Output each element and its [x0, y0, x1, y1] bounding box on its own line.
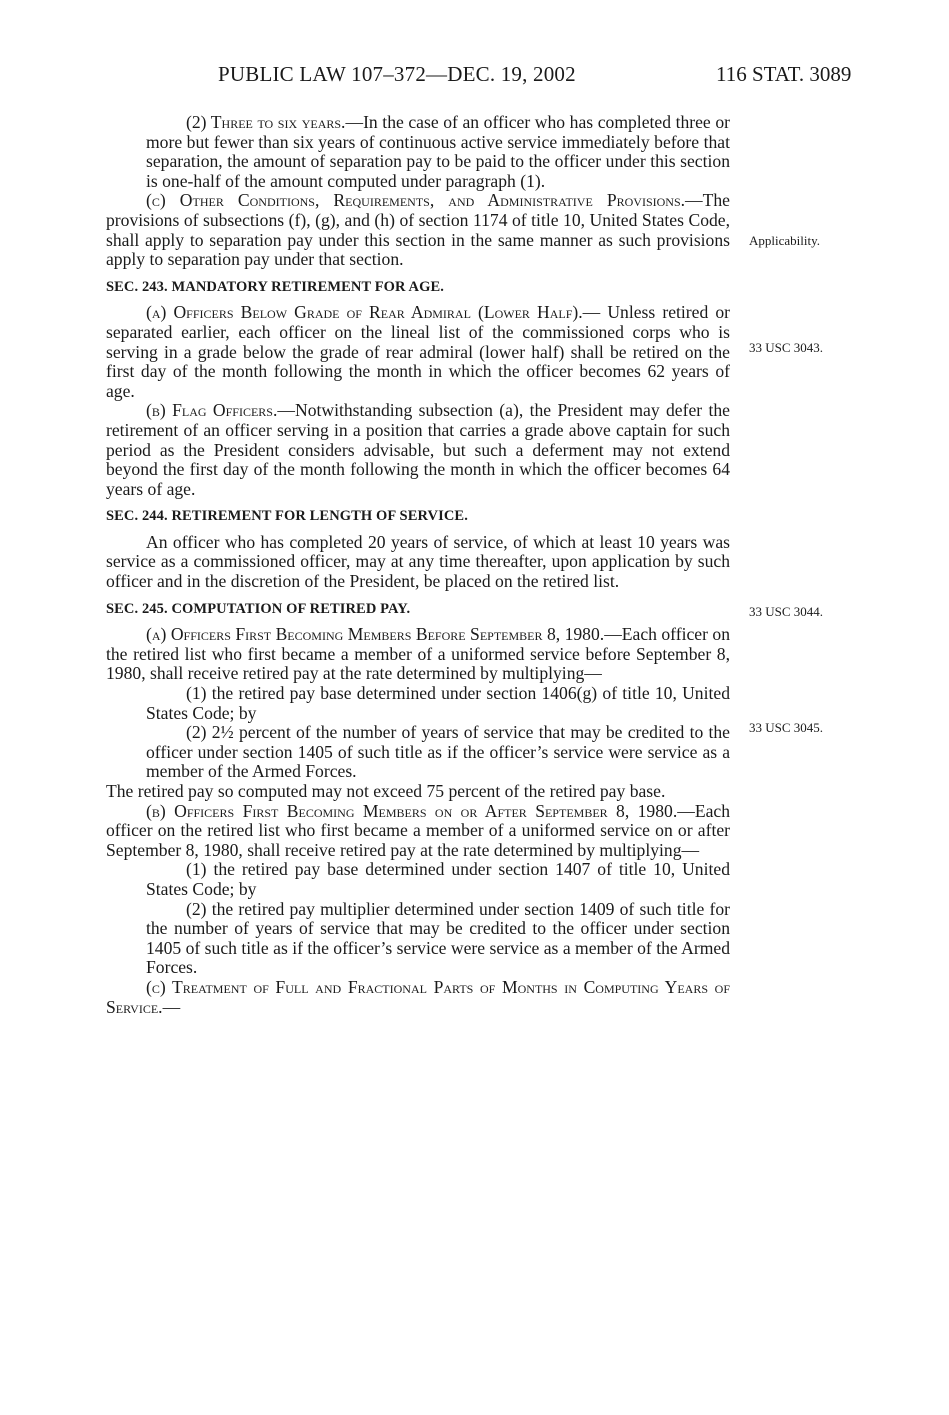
section-243-a-heading: (a) Officers Below Grade of Rear Admiral (Lower Half). [146, 302, 583, 323]
section-245-b-paragraph-2: (2) the retired pay multiplier determined under section 1409 of such title for the number of years of service that may be credited to the officer under section 1405 of such title as if the officer’s service were service as a member of the Armed Forces. [146, 898, 730, 978]
section-243-heading: SEC. 243. MANDATORY RETIREMENT FOR AGE. [106, 278, 445, 295]
subsection-c-body: —The provisions of subsections (f), (g), and (h) of section 1174 of title 10, United States Code, shall apply to separation pay under this section in the same manner as such provisions apply to separation pay under that section. [106, 190, 730, 270]
section-245-subsection-c [106, 978, 730, 1017]
section-245-subsection-a [106, 625, 730, 684]
section-245-b-heading: (b) Officers First Becoming Members on or After September 8, 1980. [146, 800, 678, 821]
section-245-a-paragraph-1: (1) the retired pay base determined under section 1406(g) of title 10, United States Code; by [146, 683, 730, 723]
section-244-body: An officer who has completed 20 years of service, of which at least 10 years was service as a commissioned officer, may at any time thereafter, upon application by such officer and in the discretion of the President, be placed on the retired list. [106, 531, 730, 592]
margin-note-33-usc-3045: 33 USC 3045. [749, 720, 824, 735]
section-245-b-body: —Each officer on the retired list who first became a member of a uniformed service on or after September 8, 1980, shall receive retired pay at the rate determined by multiplying— [106, 800, 730, 860]
section-245-subsection-b [106, 802, 730, 861]
statute-body [106, 113, 730, 1017]
section-245-heading: SEC. 245. COMPUTATION OF RETIRED PAY. [106, 600, 411, 617]
section-245-a-paragraph-2: (2) 2½ percent of the number of years of service that may be credited to the officer under section 1405 of such title as if the officer’s service were service as a member of the Armed Forces. [146, 722, 730, 782]
margin-note-applicability: Applicability. [749, 233, 821, 248]
paragraph-b2-heading: (2) Three to six years. [186, 112, 346, 132]
section-243-b-heading: (b) Flag Officers. [146, 400, 278, 421]
section-245-a-heading: (a) Officers First Becoming Members Before September 8, 1980. [146, 624, 605, 645]
section-243-subsection-a [106, 303, 730, 401]
margin-note-33-usc-3044: 33 USC 3044. [749, 604, 824, 619]
section-243-subsection-b [106, 401, 730, 499]
margin-note-33-usc-3043: 33 USC 3043. [749, 340, 824, 355]
section-245-c-body: — [162, 996, 181, 1017]
section-243-a-body: — Unless retired or separated earlier, each officer on the lineal list of the commissioned corps who is serving in a grade below the grade of rear admiral (lower half) shall be retired on the first day of the month following the month in which the officer becomes 62 years of age. [106, 302, 730, 401]
section-245-a-tail: The retired pay so computed may not exceed 75 percent of the retired pay base. [106, 781, 666, 801]
section-245-b-paragraph-1: (1) the retired pay base determined under section 1407 of title 10, United States Code; by [146, 859, 730, 899]
paragraph-b2-body: —In the case of an officer who has completed three or more but fewer than six years of continuous active service immediately before that separation, the amount of separation pay to be paid to the officer under this section is one-half of the amount computed under paragraph (1). [146, 112, 730, 191]
subsection-c [106, 191, 730, 269]
paragraph-b2 [146, 113, 730, 191]
section-244-heading: SEC. 244. RETIREMENT FOR LENGTH OF SERVICE. [106, 508, 468, 525]
section-245-a-body: —Each officer on the retired list who first became a member of a uniformed service before September 8, 1980, shall receive retired pay at the rate determined by multiplying— [106, 624, 730, 684]
section-245-c-heading: (c) Treatment of Full and Fractional Parts of Months in Computing Years of Service. [106, 976, 730, 1017]
section-243-b-body: —Notwithstanding subsection (a), the President may defer the retirement of an officer serving in a position that carries a grade above captain for such period as the President considers advisable, but such a deferment may not extend beyond the first day of the month following the month in which the officer becomes 64 years of age. [106, 400, 730, 499]
running-header-title: PUBLIC LAW 107–372—DEC. 19, 2002 [218, 62, 576, 86]
running-header-page-number: 116 STAT. 3089 [716, 62, 852, 86]
subsection-c-heading: (c) Other Conditions, Requirements, and Administrative Provisions. [146, 190, 686, 211]
